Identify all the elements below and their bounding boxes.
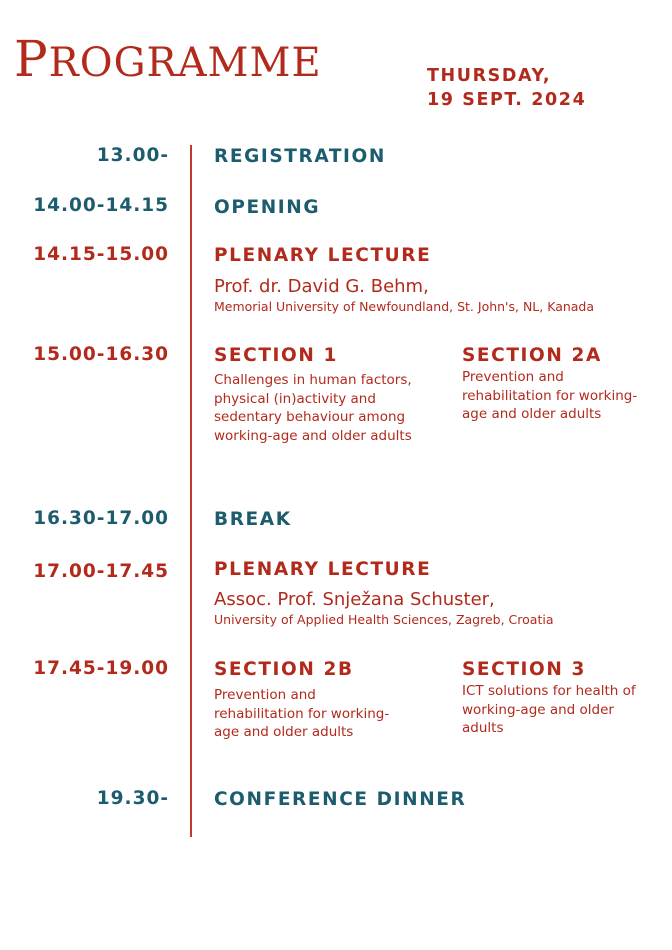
section-3-description: ICT solutions for health of working-age and older adults [462,683,636,736]
time-plenary-1: 14.15-15.00 [33,244,169,265]
time-sections-2: 17.45-19.00 [33,658,169,679]
time-break: 16.30-17.00 [33,508,169,529]
section-1-description: Challenges in human factors, physical (in)activity and sedentary behaviour among working-age and older adults [214,372,412,444]
event-day: THURSDAY, [427,66,552,86]
section-2a-title: SECTION 2A [462,345,602,366]
item-dinner: CONFERENCE DINNER [214,789,467,810]
time-sections-1: 15.00-16.30 [33,344,169,365]
event-date [427,64,586,112]
item-break: BREAK [214,509,292,530]
item-plenary-2: PLENARY LECTURE [214,559,432,580]
time-opening: 14.00-14.15 [33,195,169,216]
section-2b-description: Prevention and rehabilitation for working-age and older adults [214,687,390,740]
time-registration: 13.00- [96,145,169,166]
section-3-title: SECTION 3 [462,659,586,680]
plenary-1-speaker: Prof. dr. David G. Behm, [214,276,429,297]
plenary-2-affiliation: University of Applied Health Sciences, Zagreb, Croatia [214,612,554,627]
event-date-value: 19 SEPT. 2024 [427,90,587,110]
plenary-2-speaker: Assoc. Prof. Snježana Schuster, [214,589,495,610]
item-registration: REGISTRATION [214,146,386,167]
item-opening: OPENING [214,197,321,218]
time-dinner: 19.30- [96,788,169,809]
section-1-title: SECTION 1 [214,345,338,366]
item-plenary-1: PLENARY LECTURE [214,245,432,266]
plenary-1-affiliation: Memorial University of Newfoundland, St. John's, NL, Kanada [214,299,595,314]
time-plenary-2: 17.00-17.45 [33,561,169,582]
section-2b-title: SECTION 2B [214,659,354,680]
timeline-divider [190,145,192,837]
page-title: PROGRAMME [14,30,322,88]
section-2a-description: Prevention and rehabilitation for working-age and older adults [462,369,638,422]
